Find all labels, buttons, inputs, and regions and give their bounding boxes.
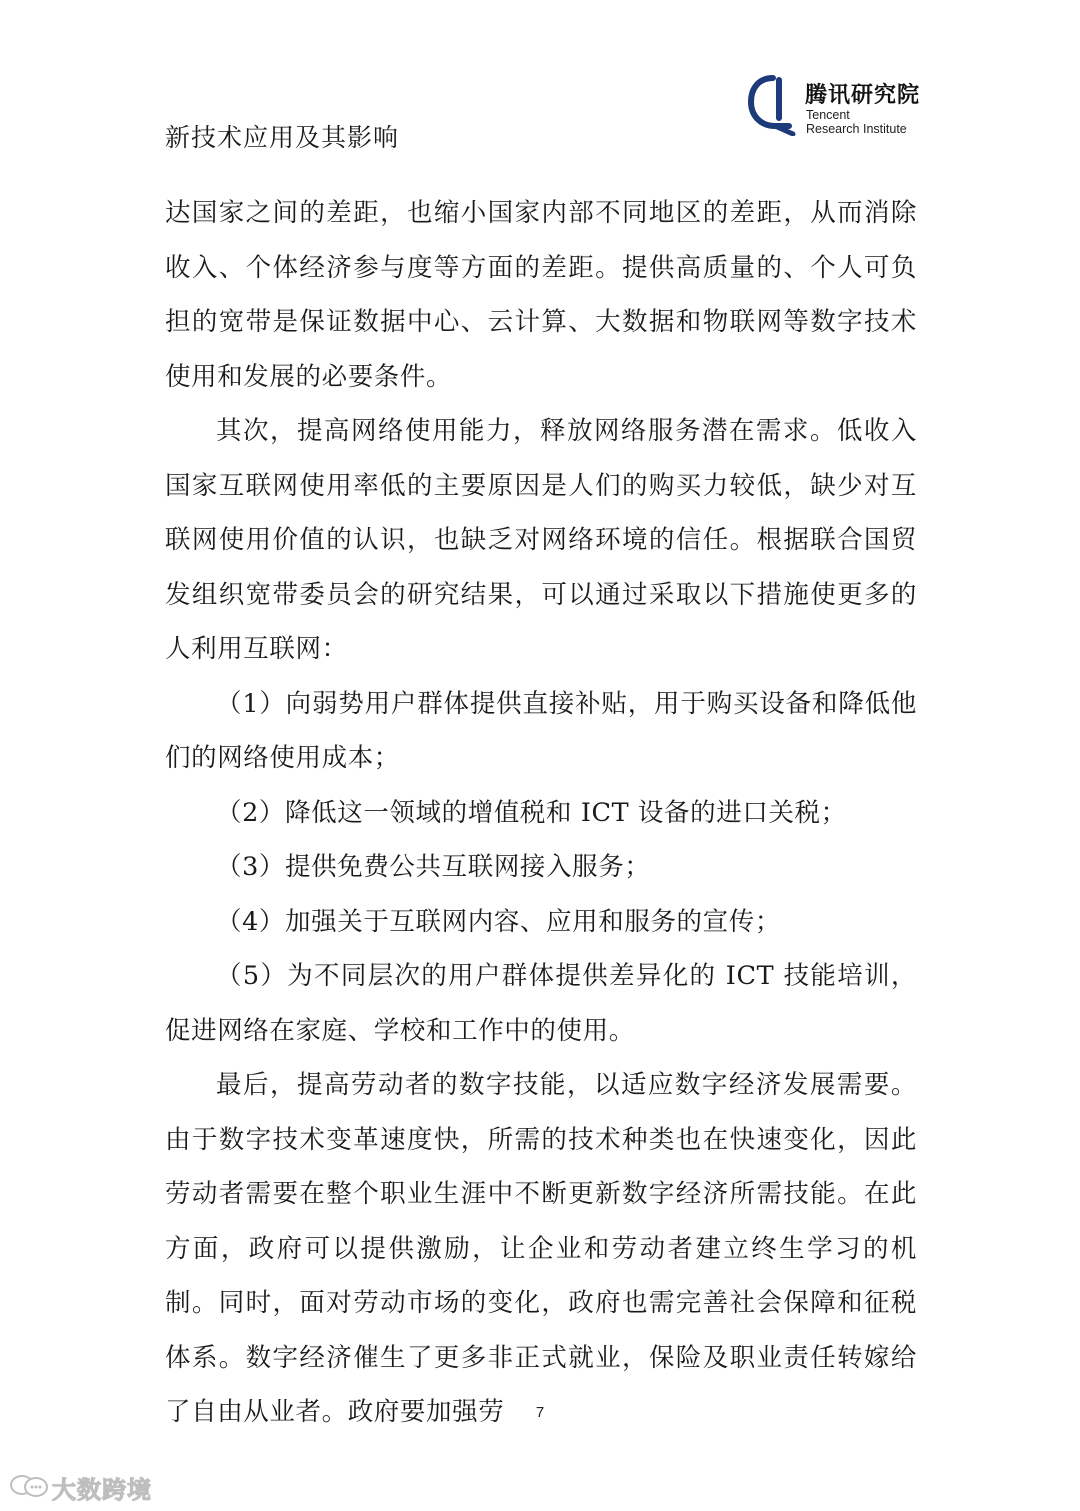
tencent-research-logo: [745, 74, 945, 136]
list-item-4: （4）加强关于互联网内容、应用和服务的宣传；: [216, 906, 781, 937]
logo-name-english-line2: Research Institute: [806, 122, 907, 136]
list-item-5: （5）为不同层次的用户群体提供差异化的 ICT 技能培训，促进网络在家庭、学校和工作中的使用。: [165, 961, 917, 1046]
document-body: [165, 186, 917, 1440]
paragraph-second-measure: 其次，提高网络使用能力，释放网络服务潜在需求。低收入国家互联网使用率低的主要原因是人们的购买力较低，缺少对互联网使用价值的认识，也缺乏对网络环境的信任。根据联合国贸发组织宽带委员会的研究结果，可以通过采取以下措施使更多的人利用互联网：: [165, 416, 917, 664]
list-item-1: （1）向弱势用户群体提供直接补贴，用于购买设备和降低他们的网络使用成本；: [165, 688, 917, 773]
logo-name-english-line1: Tencent: [806, 108, 850, 122]
chat-bubble-icon: [8, 1472, 52, 1500]
list-item-2: （2）降低这一领域的增值税和 ICT 设备的进口关税；: [216, 797, 847, 828]
logo-name-english: [806, 108, 907, 136]
watermark-text: 大数跨境: [52, 1476, 152, 1504]
tencent-research-logo-icon: [745, 74, 797, 136]
paragraph-final-measure: 最后，提高劳动者的数字技能，以适应数字经济发展需要。由于数字技术变革速度快，所需的技术种类也在快速变化，因此劳动者需要在整个职业生涯中不断更新数字经济所需技能。在此方面，政府可以提供激励，让企业和劳动者建立终生学习的机制。同时，面对劳动市场的变化，政府也需完善社会保障和征税体系。数字经济催生了更多非正式就业，保险及职业责任转嫁给了自由从业者。政府要加强劳: [165, 1070, 917, 1427]
list-item-3: （3）提供免费公共互联网接入服务；: [216, 852, 651, 882]
paragraph-continuation: 达国家之间的差距，也缩小国家内部不同地区的差距，从而消除收入、个体经济参与度等方面的差距。提供高质量的、个人可负担的宽带是保证数据中心、云计算、大数据和物联网等数字技术使用和发展的必要条件。: [165, 198, 917, 392]
logo-name-chinese: 腾讯研究院: [805, 83, 921, 108]
page-number: 7: [535, 1404, 545, 1421]
watermark: [8, 1470, 158, 1504]
running-header-title: 新技术应用及其影响: [165, 123, 400, 152]
